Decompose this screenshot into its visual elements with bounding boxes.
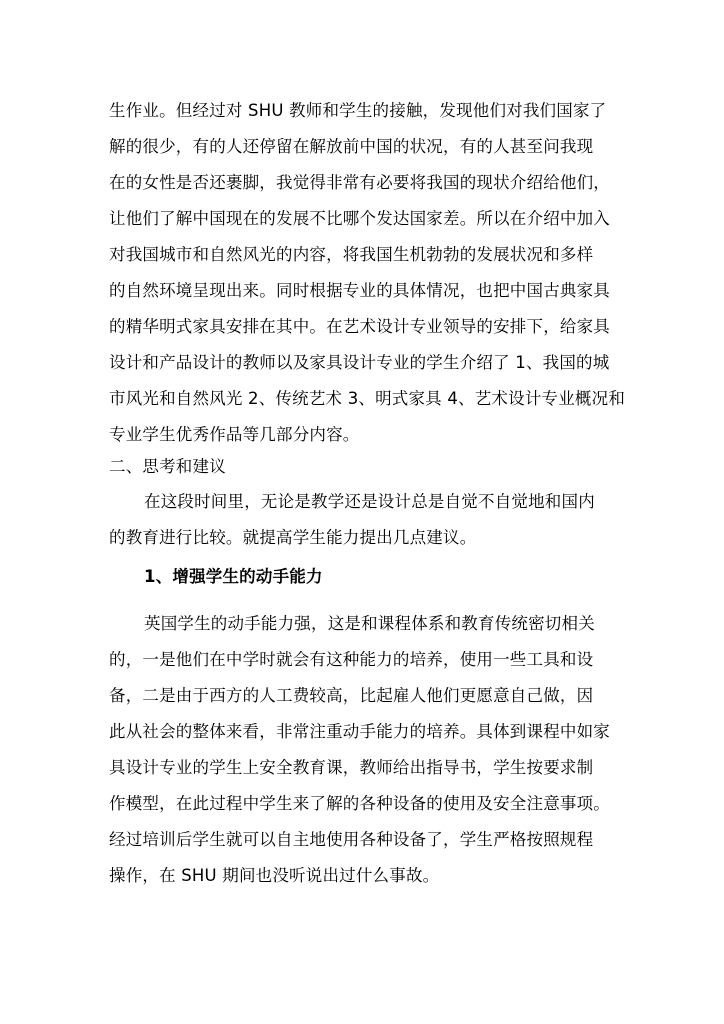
text-line: 的教育进行比较。就提高学生能力提出几点建议。 bbox=[109, 528, 477, 547]
text-line: 英国学生的动手能力强，这是和课程体系和教育传统密切相关 bbox=[144, 614, 595, 633]
text-line: 的精华明式家具安排在其中。在艺术设计专业领导的安排下，给家具 bbox=[109, 317, 610, 336]
text-line: 作模型，在此过程中学生来了解的各种设备的使用及安全注意事项。 bbox=[109, 794, 610, 813]
text-line: 专业学生优秀作品等几部分内容。 bbox=[109, 425, 360, 444]
text-line: 的，一是他们在中学时就会有这种能力的培养，使用一些工具和设 bbox=[109, 650, 594, 669]
subheading: 1、增强学生的动手能力 bbox=[144, 567, 323, 586]
text-line: 此从社会的整体来看，非常注重动手能力的培养。具体到课程中如家 bbox=[109, 722, 610, 741]
text-line: 解的很少，有的人还停留在解放前中国的状况，有的人甚至问我现 bbox=[109, 137, 594, 156]
text-line: 在这段时间里，无论是教学还是设计总是自觉不自觉地和国内 bbox=[144, 492, 595, 511]
text-line: 在的女性是否还裹脚，我觉得非常有必要将我国的现状介绍给他们， bbox=[109, 173, 610, 192]
text-line: 的自然环境呈现出来。同时根据专业的具体情况，也把中国古典家具 bbox=[109, 281, 610, 300]
text-line: 生作业。但经过对 SHU 教师和学生的接触，发现他们对我们国家了 bbox=[109, 101, 607, 120]
text-line: 对我国城市和自然风光的内容，将我国生机勃勃的发展状况和多样 bbox=[109, 245, 594, 264]
text-line: 操作，在 SHU 期间也没听说出过什么事故。 bbox=[109, 866, 440, 885]
text-line: 具设计专业的学生上安全教育课，教师给出指导书，学生按要求制 bbox=[109, 758, 594, 777]
text-line: 市风光和自然风光 2、传统艺术 3、明式家具 4、艺术设计专业概况和 bbox=[109, 389, 626, 408]
text-line: 设计和产品设计的教师以及家具设计专业的学生介绍了 1、我国的城 bbox=[109, 353, 610, 372]
text-line: 让他们了解中国现在的发展不比哪个发达国家差。所以在介绍中加入 bbox=[109, 209, 610, 228]
text-line: 经过培训后学生就可以自主地使用各种设备了，学生严格按照规程 bbox=[109, 830, 594, 849]
text-line: 备，二是由于西方的人工费较高，比起雇人他们更愿意自己做，因 bbox=[109, 686, 594, 705]
section-heading: 二、思考和建议 bbox=[109, 457, 226, 476]
